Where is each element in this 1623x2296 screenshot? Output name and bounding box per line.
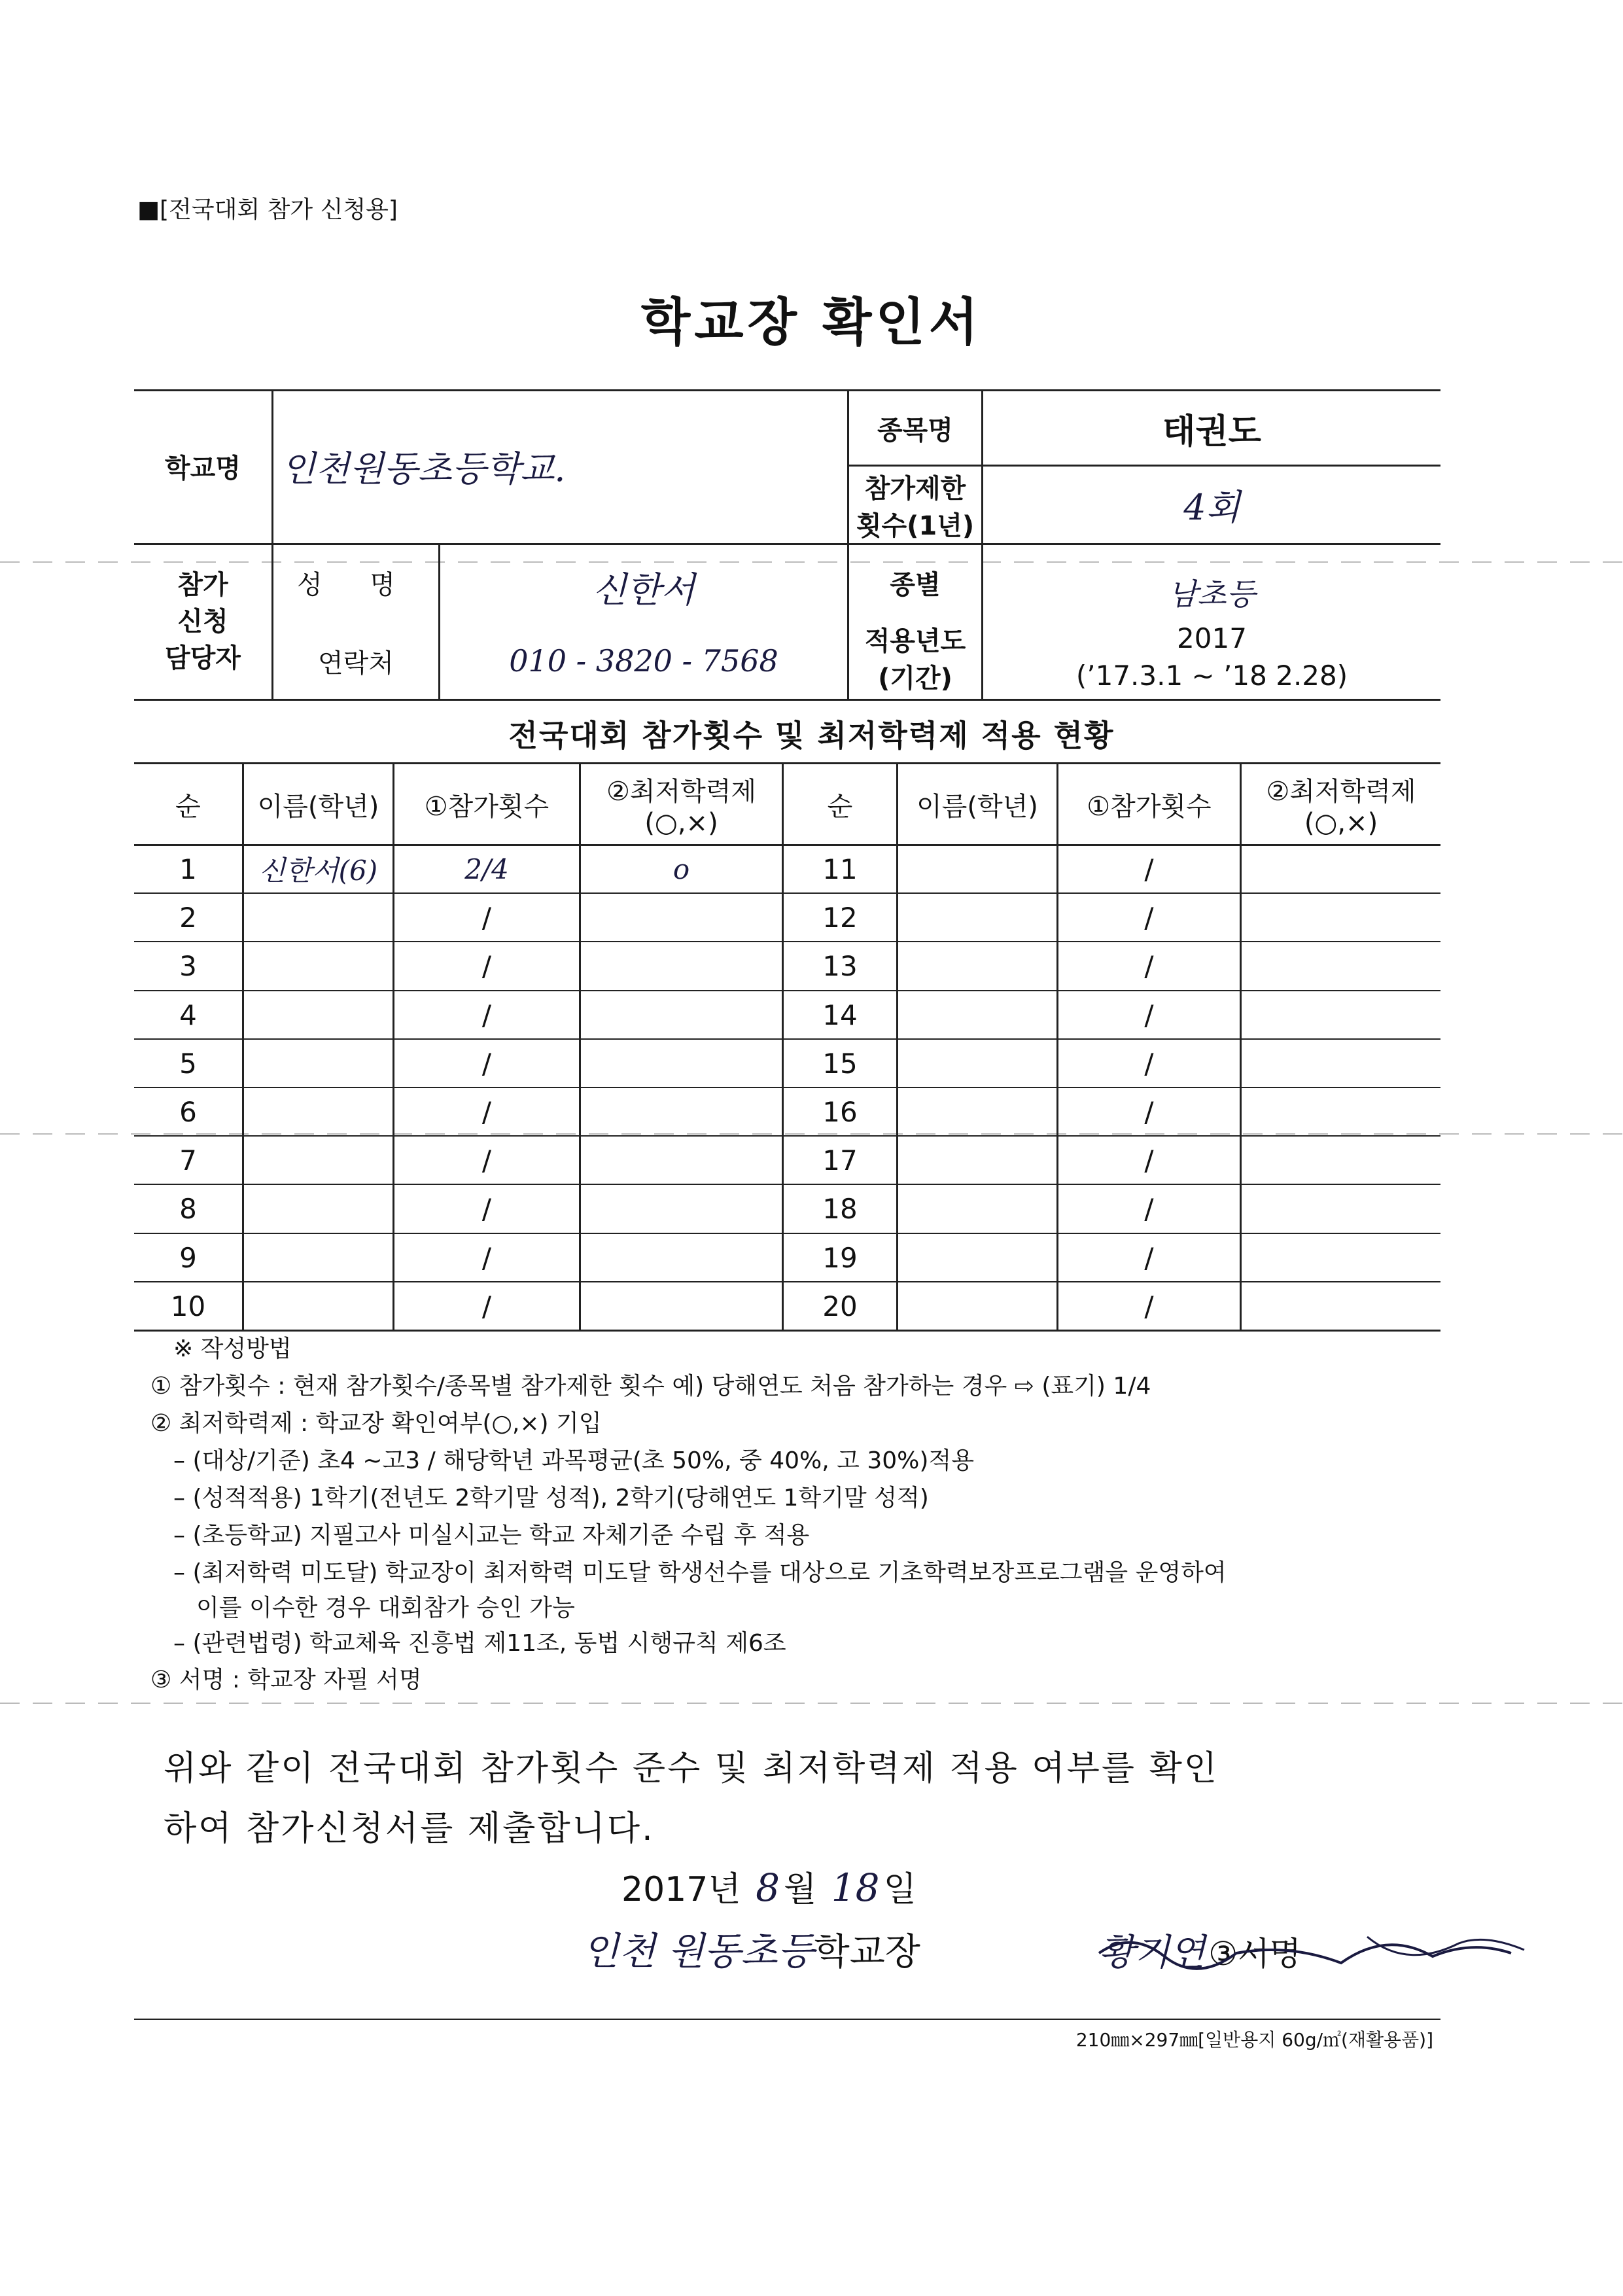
participation-count: / bbox=[1144, 1144, 1154, 1176]
limit-label-line-2: 횟수(1년) bbox=[856, 510, 975, 541]
submit-date bbox=[621, 1862, 916, 1911]
row-number: 6 bbox=[179, 1095, 197, 1128]
student-name bbox=[898, 943, 1056, 989]
date-year: 2017년 bbox=[621, 1870, 741, 1909]
header-min-academic bbox=[581, 764, 782, 844]
student-name bbox=[244, 1089, 393, 1135]
contact-label-line-2: 신청 bbox=[177, 607, 228, 637]
participation-count: / bbox=[1144, 1290, 1154, 1322]
phone-value: 010 - 3820 - 7568 bbox=[509, 643, 778, 679]
row-number: 16 bbox=[822, 1095, 858, 1128]
student-name bbox=[244, 1040, 393, 1086]
category-label: 종별 bbox=[890, 569, 941, 600]
note-item: ③ 서명 : 학교장 자필 서명 bbox=[150, 1667, 422, 1693]
row-number: 4 bbox=[179, 998, 197, 1031]
header-min-line-2: (○,×) bbox=[644, 807, 718, 838]
page-title: 학교장 확인서 bbox=[640, 293, 983, 352]
min-academic-check bbox=[1242, 1283, 1440, 1329]
row-number: 19 bbox=[822, 1241, 858, 1274]
statement-line-2: 하여 참가신청서를 제출합니다. bbox=[164, 1809, 655, 1848]
student-name bbox=[244, 894, 393, 940]
note-heading: ※ 작성방법 bbox=[173, 1335, 292, 1362]
participation-count: / bbox=[1144, 1095, 1154, 1128]
student-name bbox=[898, 992, 1056, 1038]
participation-count: / bbox=[481, 1144, 492, 1176]
row-number: 14 bbox=[822, 998, 858, 1031]
row-number: 9 bbox=[179, 1241, 197, 1274]
student-name bbox=[898, 846, 1056, 892]
contact-label bbox=[134, 546, 271, 697]
row-number: 8 bbox=[179, 1192, 197, 1225]
row-number: 20 bbox=[822, 1290, 858, 1322]
min-academic-check bbox=[1242, 846, 1440, 892]
header-no: 순 bbox=[827, 791, 853, 822]
header-min-line-1: ②최저학력제 bbox=[606, 776, 757, 807]
participation-count: / bbox=[481, 1095, 492, 1128]
min-academic-check bbox=[581, 1089, 782, 1135]
header-no: 순 bbox=[175, 791, 201, 822]
row-number: 12 bbox=[822, 901, 858, 934]
note-item: – (관련법령) 학교체육 진흥법 제11조, 동법 시행규칙 제6조 bbox=[173, 1630, 786, 1657]
participation-count: / bbox=[481, 949, 492, 982]
principal-label: 학교장 bbox=[814, 1931, 920, 1973]
min-academic-check bbox=[581, 1283, 782, 1329]
min-academic-check bbox=[1242, 1040, 1440, 1086]
row-number: 11 bbox=[822, 853, 858, 885]
note-item: – (최저학력 미도달) 학교장이 최저학력 미도달 학생선수를 대상으로 기초학력보장프로그램을 운영하여 bbox=[173, 1559, 1227, 1586]
school-name-value: 인천원동초등학교. bbox=[281, 448, 566, 489]
student-name bbox=[244, 1137, 393, 1183]
category-value: 남초등 bbox=[1168, 576, 1256, 612]
student-name bbox=[244, 1186, 393, 1231]
year-value-cell bbox=[983, 618, 1440, 697]
participation-count: / bbox=[481, 998, 492, 1031]
sign-label: ③서명 bbox=[1208, 1935, 1301, 1973]
min-academic-check bbox=[1242, 943, 1440, 989]
row-number: 13 bbox=[822, 949, 858, 982]
min-academic-check bbox=[581, 992, 782, 1038]
student-name bbox=[898, 1235, 1056, 1280]
student-name bbox=[244, 1235, 393, 1280]
year-label bbox=[849, 618, 981, 697]
row-number: 2 bbox=[179, 901, 197, 934]
principal-school bbox=[582, 1920, 920, 1975]
min-academic-check bbox=[581, 1137, 782, 1183]
student-name bbox=[898, 1089, 1056, 1135]
statement-line-1: 위와 같이 전국대회 참가횟수 준수 및 최저학력제 적용 여부를 확인 bbox=[164, 1749, 1219, 1788]
student-name bbox=[244, 992, 393, 1038]
student-name bbox=[244, 1283, 393, 1329]
name-label: 성 명 bbox=[297, 569, 415, 600]
date-day-unit: 일 bbox=[883, 1870, 916, 1909]
phone-label: 연락처 bbox=[318, 648, 394, 679]
header-min-academic bbox=[1242, 764, 1440, 844]
min-academic-check bbox=[1242, 992, 1440, 1038]
row-number: 10 bbox=[170, 1290, 206, 1322]
student-name bbox=[898, 1040, 1056, 1086]
limit-label bbox=[849, 467, 981, 543]
min-academic-check bbox=[581, 1235, 782, 1280]
paper-spec-footer: 210㎜×297㎜[일반용지 60g/㎡(재활용품)] bbox=[1075, 2029, 1433, 2051]
limit-value: 4회 bbox=[1183, 487, 1240, 528]
participation-count: / bbox=[1144, 1047, 1154, 1080]
min-academic-check bbox=[1242, 1235, 1440, 1280]
participation-count: / bbox=[1144, 949, 1154, 982]
event-value: 태권도 bbox=[1162, 412, 1261, 451]
fold-line bbox=[0, 1703, 1623, 1704]
note-item: – (성적적용) 1학기(전년도 2학기말 성적), 2학기(당해연도 1학기말 성적) bbox=[173, 1485, 929, 1511]
student-name bbox=[898, 1186, 1056, 1231]
header-name: 이름(학년) bbox=[257, 791, 379, 822]
date-day: 18 bbox=[831, 1865, 880, 1910]
principal-school-handwritten: 인천 원동초등 bbox=[582, 1929, 814, 1973]
min-academic-check bbox=[581, 894, 782, 940]
note-item: 이를 이수한 경우 대회참가 승인 가능 bbox=[196, 1595, 575, 1621]
event-label: 종목명 bbox=[877, 415, 953, 446]
participation-count: 2/4 bbox=[464, 853, 509, 885]
participation-count: / bbox=[1144, 901, 1154, 934]
year-value: 2017 bbox=[1177, 622, 1247, 655]
limit-label-line-1: 참가제한 bbox=[864, 473, 966, 504]
participation-count: / bbox=[1144, 998, 1154, 1031]
year-label-line-2: (기간) bbox=[878, 663, 952, 694]
participation-count: / bbox=[481, 1290, 492, 1322]
year-period: (’17.3.1 ~ ’18 2.28) bbox=[1075, 660, 1348, 692]
contact-label-line-3: 담당자 bbox=[165, 643, 241, 673]
min-academic-check bbox=[1242, 1137, 1440, 1183]
student-name bbox=[898, 1137, 1056, 1183]
note-item: – (초등학교) 지필고사 미실시교는 학교 자체기준 수립 후 적용 bbox=[173, 1522, 810, 1549]
date-month-unit: 월 bbox=[784, 1870, 817, 1909]
row-number: 1 bbox=[179, 853, 197, 885]
participation-count: / bbox=[1144, 853, 1154, 885]
participation-count: / bbox=[1144, 1241, 1154, 1274]
row-number: 15 bbox=[822, 1047, 858, 1080]
min-academic-check bbox=[1242, 894, 1440, 940]
handwritten-signature bbox=[1092, 1917, 1550, 1989]
min-academic-check bbox=[1242, 1186, 1440, 1231]
student-name: 신한서(6) bbox=[258, 855, 378, 887]
min-academic-check bbox=[581, 943, 782, 989]
name-value: 신한서 bbox=[592, 569, 695, 610]
row-number: 3 bbox=[179, 949, 197, 982]
row-number: 17 bbox=[822, 1144, 858, 1176]
participation-count: / bbox=[481, 1047, 492, 1080]
participation-count: / bbox=[481, 1192, 492, 1225]
note-item: ② 최저학력제 : 학교장 확인여부(○,×) 기입 bbox=[150, 1410, 602, 1437]
student-name bbox=[244, 943, 393, 989]
participation-count: / bbox=[1144, 1192, 1154, 1225]
date-month: 8 bbox=[756, 1865, 780, 1910]
section-title: 전국대회 참가횟수 및 최저학력제 적용 현황 bbox=[508, 718, 1115, 753]
min-academic-check: o bbox=[672, 853, 690, 885]
row-number: 5 bbox=[179, 1047, 197, 1080]
school-label: 학교명 bbox=[165, 453, 241, 484]
row-number: 18 bbox=[822, 1192, 858, 1225]
min-academic-check bbox=[1242, 1089, 1440, 1135]
header-min-line-1: ②최저학력제 bbox=[1266, 776, 1416, 807]
document-tag: ■[전국대회 참가 신청용] bbox=[137, 196, 398, 223]
year-label-line-1: 적용년도 bbox=[864, 626, 966, 656]
participation-count: / bbox=[481, 901, 492, 934]
header-count: ①참가횟수 bbox=[424, 791, 550, 822]
header-count: ①참가횟수 bbox=[1087, 791, 1212, 822]
principal-name-handwritten: 황기연 bbox=[1099, 1932, 1206, 1974]
min-academic-check bbox=[581, 1040, 782, 1086]
header-min-line-2: (○,×) bbox=[1304, 807, 1378, 838]
min-academic-check bbox=[581, 1186, 782, 1231]
student-name bbox=[898, 894, 1056, 940]
student-name bbox=[898, 1283, 1056, 1329]
note-item: – (대상/기준) 초4 ~고3 / 해당학년 과목평균(초 50%, 중 40%, 고 30%)적용 bbox=[173, 1447, 974, 1474]
header-name: 이름(학년) bbox=[916, 791, 1038, 822]
note-item: ① 참가횟수 : 현재 참가횟수/종목별 참가제한 횟수 예) 당해연도 처음 참가하는 경우 ⇨ (표기) 1/4 bbox=[150, 1373, 1151, 1400]
contact-label-line-1: 참가 bbox=[177, 570, 228, 600]
row-number: 7 bbox=[179, 1144, 197, 1176]
participation-count: / bbox=[481, 1241, 492, 1274]
